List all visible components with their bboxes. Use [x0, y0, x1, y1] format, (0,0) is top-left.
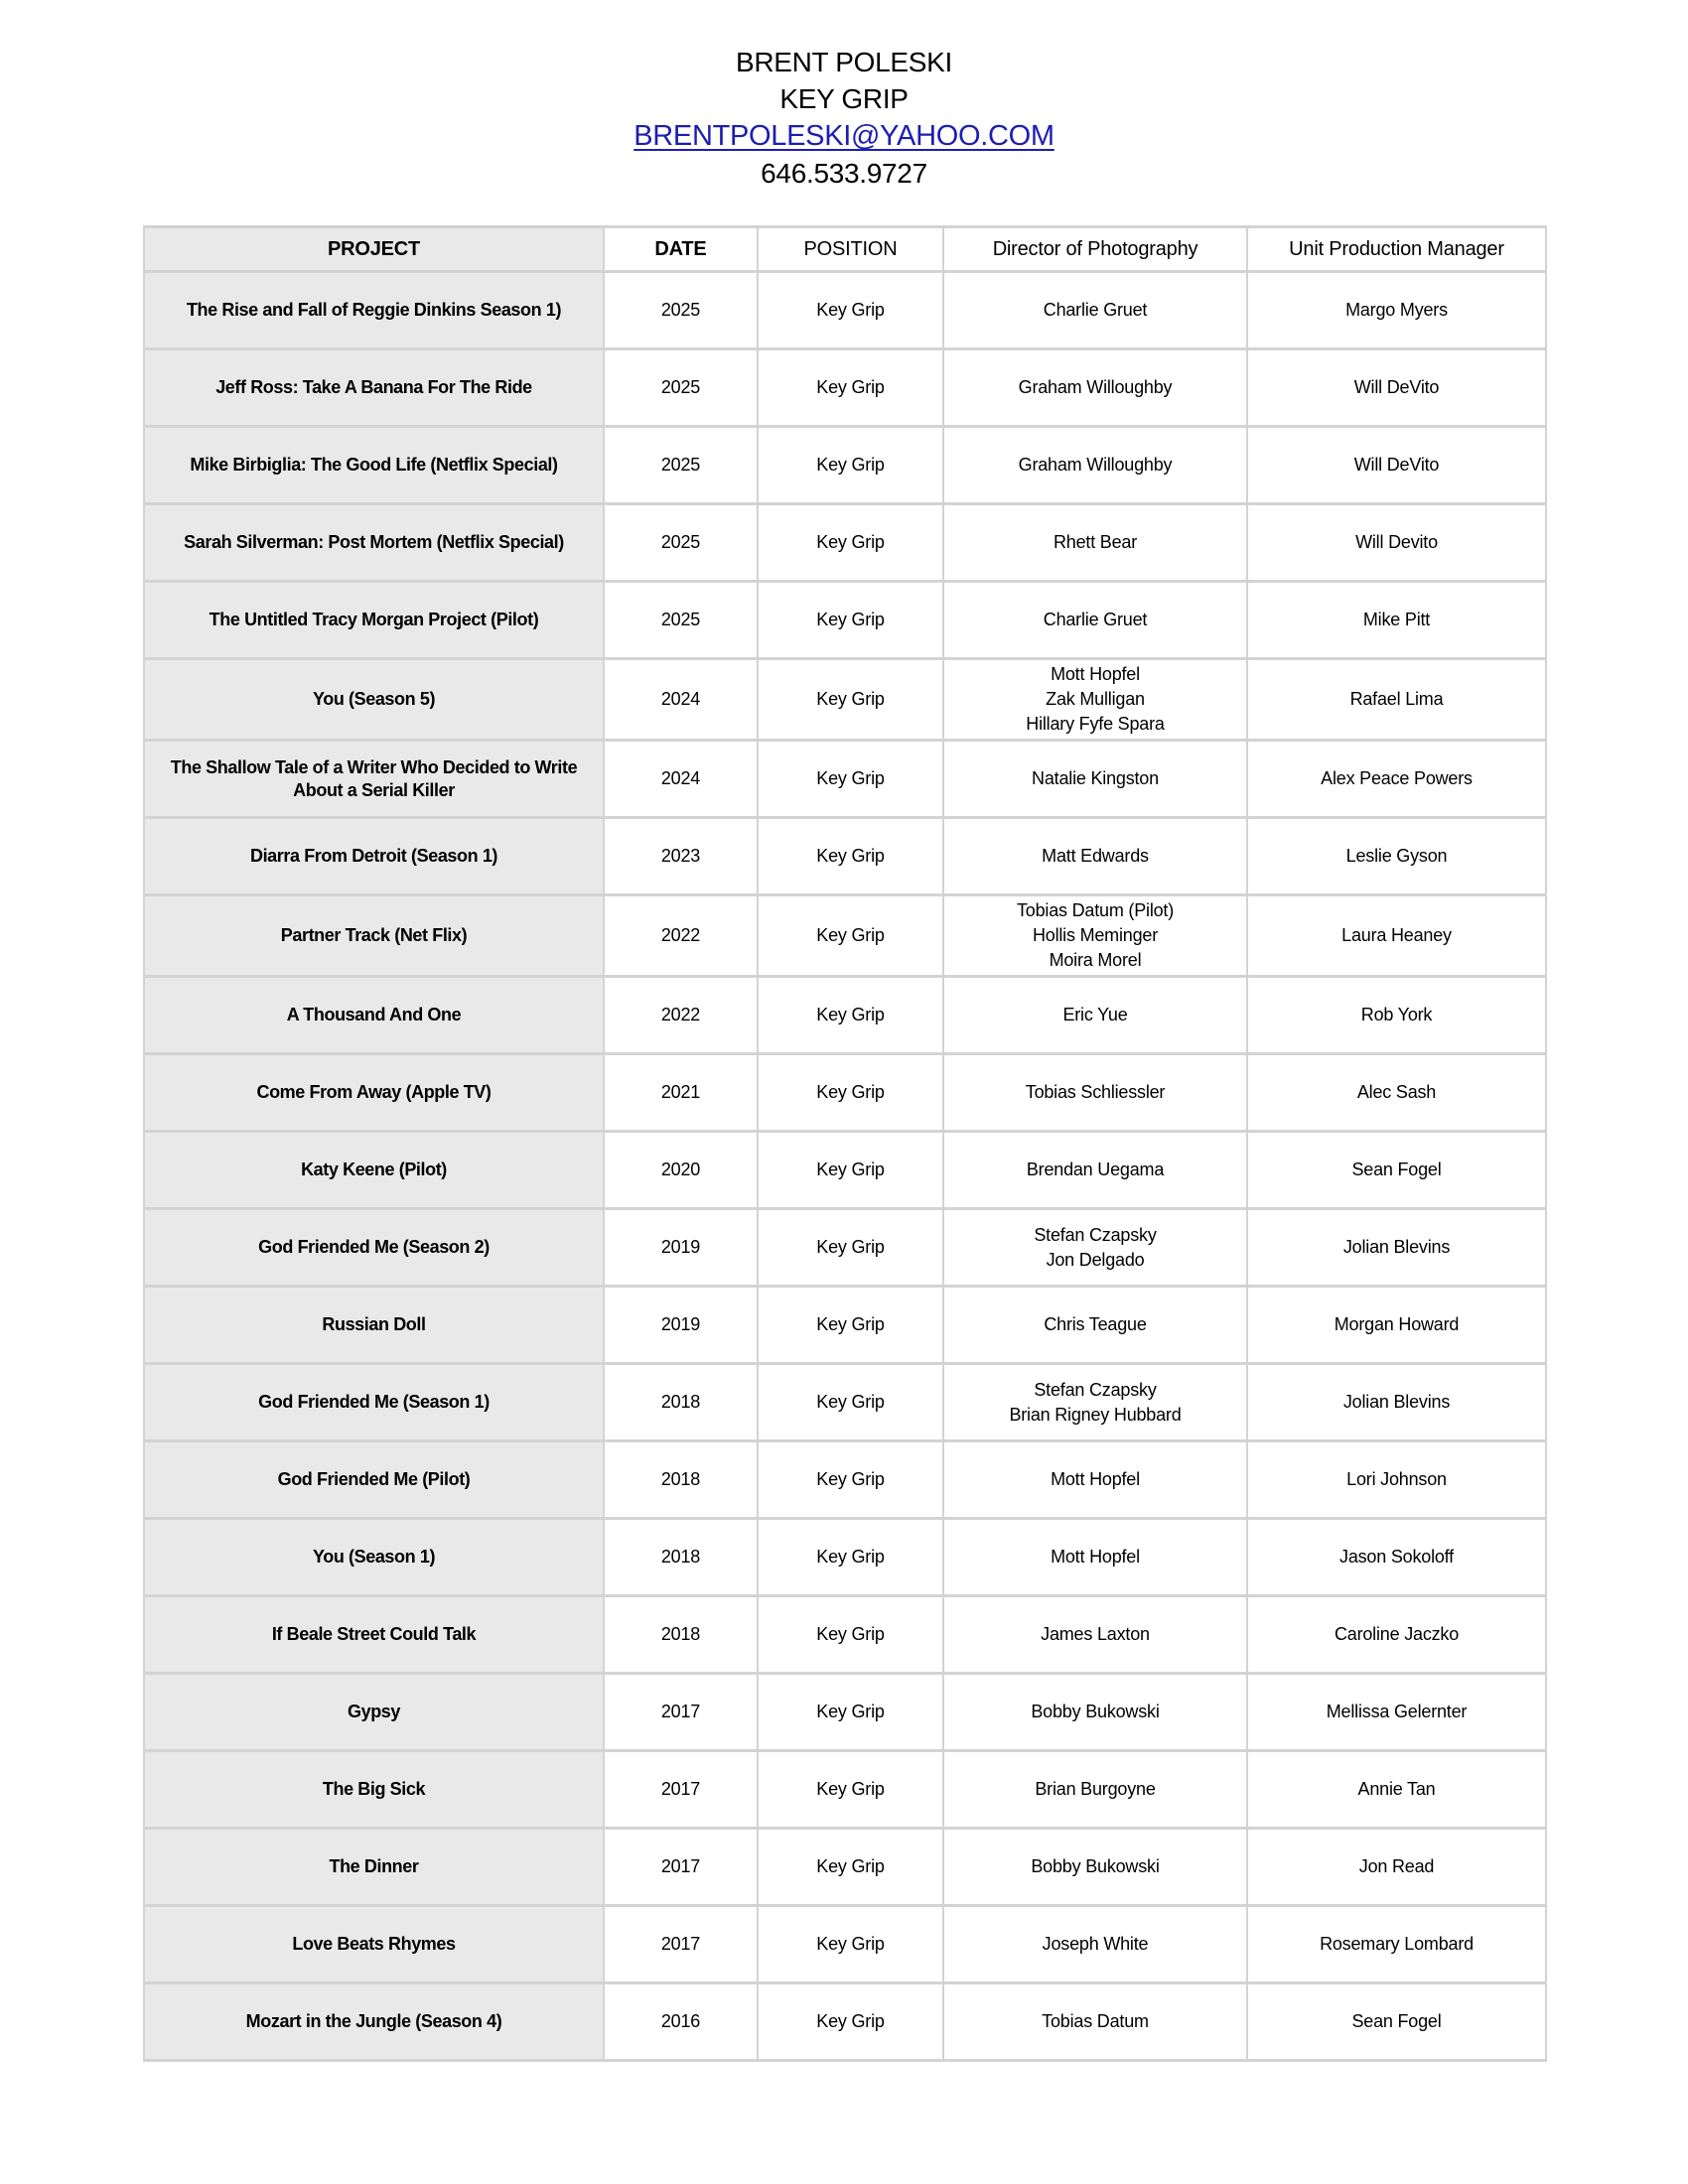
- position-cell: Key Grip: [758, 1287, 943, 1364]
- date-cell: 2019: [604, 1287, 758, 1364]
- date-cell: 2025: [604, 504, 758, 582]
- position-cell: Key Grip: [758, 1674, 943, 1751]
- date-cell: 2024: [604, 741, 758, 818]
- project-cell: A Thousand And One: [144, 977, 604, 1054]
- dop-cell: Charlie Gruet: [943, 272, 1247, 349]
- dop-cell: Tobias Datum (Pilot) Hollis Meminger Moira Morel: [943, 895, 1247, 977]
- project-cell: Jeff Ross: Take A Banana For The Ride: [144, 349, 604, 427]
- upm-cell: Sean Fogel: [1247, 1132, 1546, 1209]
- date-cell: 2016: [604, 1983, 758, 2061]
- table-row: [144, 1132, 1546, 1209]
- project-cell: The Untitled Tracy Morgan Project (Pilot): [144, 582, 604, 659]
- person-title: KEY GRIP: [779, 83, 909, 114]
- date-cell: 2017: [604, 1751, 758, 1829]
- dop-cell: Rhett Bear: [943, 504, 1247, 582]
- table-row: [144, 1674, 1546, 1751]
- table-row: [144, 659, 1546, 741]
- project-cell: God Friended Me (Pilot): [144, 1441, 604, 1519]
- project-cell: Love Beats Rhymes: [144, 1906, 604, 1983]
- upm-cell: Jon Read: [1247, 1829, 1546, 1906]
- table-row: [144, 741, 1546, 818]
- position-cell: Key Grip: [758, 818, 943, 895]
- table-row: [144, 504, 1546, 582]
- table-row: [144, 895, 1546, 977]
- upm-cell: Lori Johnson: [1247, 1441, 1546, 1519]
- upm-cell: Alec Sash: [1247, 1054, 1546, 1132]
- project-cell: God Friended Me (Season 2): [144, 1209, 604, 1287]
- date-cell: 2018: [604, 1364, 758, 1441]
- date-cell: 2021: [604, 1054, 758, 1132]
- date-cell: 2025: [604, 427, 758, 504]
- position-cell: Key Grip: [758, 582, 943, 659]
- table-row: [144, 1287, 1546, 1364]
- upm-cell: Annie Tan: [1247, 1751, 1546, 1829]
- person-name: BRENT POLESKI: [735, 47, 953, 77]
- project-cell: Diarra From Detroit (Season 1): [144, 818, 604, 895]
- position-cell: Key Grip: [758, 504, 943, 582]
- column-header-date: DATE: [604, 227, 758, 272]
- contact-header: [0, 0, 1688, 192]
- dop-cell: Graham Willoughby: [943, 349, 1247, 427]
- position-cell: Key Grip: [758, 1054, 943, 1132]
- table-row: [144, 1596, 1546, 1674]
- date-cell: 2017: [604, 1829, 758, 1906]
- email-line: [0, 117, 1688, 155]
- dop-cell: James Laxton: [943, 1596, 1247, 1674]
- position-cell: Key Grip: [758, 349, 943, 427]
- date-cell: 2022: [604, 895, 758, 977]
- position-cell: Key Grip: [758, 1983, 943, 2061]
- dop-cell: Chris Teague: [943, 1287, 1247, 1364]
- upm-cell: Mellissa Gelernter: [1247, 1674, 1546, 1751]
- header-row: [144, 227, 1546, 272]
- column-header-director-of-photography: Director of Photography: [943, 227, 1247, 272]
- project-cell: God Friended Me (Season 1): [144, 1364, 604, 1441]
- upm-cell: Caroline Jaczko: [1247, 1596, 1546, 1674]
- position-cell: Key Grip: [758, 1519, 943, 1596]
- project-cell: The Shallow Tale of a Writer Who Decided to Write About a Serial Killer: [144, 741, 604, 818]
- project-cell: You (Season 5): [144, 659, 604, 741]
- dop-cell: Joseph White: [943, 1906, 1247, 1983]
- dop-cell: Brian Burgoyne: [943, 1751, 1247, 1829]
- upm-cell: Jolian Blevins: [1247, 1364, 1546, 1441]
- position-cell: Key Grip: [758, 1441, 943, 1519]
- dop-cell: Matt Edwards: [943, 818, 1247, 895]
- column-header-project: PROJECT: [144, 227, 604, 272]
- dop-cell: Graham Willoughby: [943, 427, 1247, 504]
- date-cell: 2025: [604, 272, 758, 349]
- date-cell: 2017: [604, 1674, 758, 1751]
- credits-table: [143, 225, 1547, 2062]
- upm-cell: Will DeVito: [1247, 349, 1546, 427]
- credits-table-header: [144, 227, 1546, 272]
- upm-cell: Rosemary Lombard: [1247, 1906, 1546, 1983]
- date-cell: 2019: [604, 1209, 758, 1287]
- date-cell: 2024: [604, 659, 758, 741]
- dop-cell: Bobby Bukowski: [943, 1674, 1247, 1751]
- dop-cell: Mott Hopfel Zak Mulligan Hillary Fyfe Spara: [943, 659, 1247, 741]
- upm-cell: Rafael Lima: [1247, 659, 1546, 741]
- upm-cell: Margo Myers: [1247, 272, 1546, 349]
- position-cell: Key Grip: [758, 895, 943, 977]
- position-cell: Key Grip: [758, 1829, 943, 1906]
- position-cell: Key Grip: [758, 659, 943, 741]
- date-cell: 2020: [604, 1132, 758, 1209]
- date-cell: 2018: [604, 1441, 758, 1519]
- dop-cell: Eric Yue: [943, 977, 1247, 1054]
- project-cell: The Rise and Fall of Reggie Dinkins Season 1): [144, 272, 604, 349]
- table-row: [144, 1364, 1546, 1441]
- table-row: [144, 349, 1546, 427]
- position-cell: Key Grip: [758, 427, 943, 504]
- table-row: [144, 1441, 1546, 1519]
- upm-cell: Jolian Blevins: [1247, 1209, 1546, 1287]
- table-row: [144, 1829, 1546, 1906]
- dop-cell: Brendan Uegama: [943, 1132, 1247, 1209]
- upm-cell: Rob York: [1247, 977, 1546, 1054]
- position-cell: Key Grip: [758, 741, 943, 818]
- dop-cell: Stefan Czapsky Brian Rigney Hubbard: [943, 1364, 1247, 1441]
- position-cell: Key Grip: [758, 272, 943, 349]
- date-cell: 2022: [604, 977, 758, 1054]
- position-cell: Key Grip: [758, 977, 943, 1054]
- email-link[interactable]: BRENTPOLESKI@YAHOO.COM: [633, 120, 1055, 152]
- position-cell: Key Grip: [758, 1209, 943, 1287]
- table-row: [144, 1209, 1546, 1287]
- upm-cell: Jason Sokoloff: [1247, 1519, 1546, 1596]
- column-header-unit-production-manager: Unit Production Manager: [1247, 227, 1546, 272]
- project-cell: Come From Away (Apple TV): [144, 1054, 604, 1132]
- project-cell: You (Season 1): [144, 1519, 604, 1596]
- phone-number: 646.533.9727: [761, 158, 927, 189]
- table-row: [144, 977, 1546, 1054]
- date-cell: 2025: [604, 349, 758, 427]
- table-row: [144, 427, 1546, 504]
- position-cell: Key Grip: [758, 1132, 943, 1209]
- project-cell: Gypsy: [144, 1674, 604, 1751]
- project-cell: Mike Birbiglia: The Good Life (Netflix Special): [144, 427, 604, 504]
- dop-cell: Natalie Kingston: [943, 741, 1247, 818]
- project-cell: Katy Keene (Pilot): [144, 1132, 604, 1209]
- project-cell: The Big Sick: [144, 1751, 604, 1829]
- project-cell: If Beale Street Could Talk: [144, 1596, 604, 1674]
- table-row: [144, 582, 1546, 659]
- dop-cell: Mott Hopfel: [943, 1441, 1247, 1519]
- table-row: [144, 272, 1546, 349]
- dop-cell: Bobby Bukowski: [943, 1829, 1247, 1906]
- dop-cell: Mott Hopfel: [943, 1519, 1247, 1596]
- upm-cell: Sean Fogel: [1247, 1983, 1546, 2061]
- column-header-position: POSITION: [758, 227, 943, 272]
- upm-cell: Laura Heaney: [1247, 895, 1546, 977]
- upm-cell: Will Devito: [1247, 504, 1546, 582]
- credits-table-body: [144, 272, 1546, 2061]
- table-row: [144, 1519, 1546, 1596]
- upm-cell: Will DeVito: [1247, 427, 1546, 504]
- date-cell: 2017: [604, 1906, 758, 1983]
- position-cell: Key Grip: [758, 1906, 943, 1983]
- table-row: [144, 1983, 1546, 2061]
- position-cell: Key Grip: [758, 1596, 943, 1674]
- upm-cell: Morgan Howard: [1247, 1287, 1546, 1364]
- position-cell: Key Grip: [758, 1751, 943, 1829]
- date-cell: 2018: [604, 1596, 758, 1674]
- upm-cell: Mike Pitt: [1247, 582, 1546, 659]
- table-row: [144, 1751, 1546, 1829]
- project-cell: Sarah Silverman: Post Mortem (Netflix Special): [144, 504, 604, 582]
- upm-cell: Leslie Gyson: [1247, 818, 1546, 895]
- project-cell: The Dinner: [144, 1829, 604, 1906]
- project-cell: Russian Doll: [144, 1287, 604, 1364]
- date-cell: 2025: [604, 582, 758, 659]
- project-cell: Mozart in the Jungle (Season 4): [144, 1983, 604, 2061]
- table-row: [144, 1906, 1546, 1983]
- table-row: [144, 1054, 1546, 1132]
- dop-cell: Tobias Datum: [943, 1983, 1247, 2061]
- table-row: [144, 818, 1546, 895]
- dop-cell: Tobias Schliessler: [943, 1054, 1247, 1132]
- position-cell: Key Grip: [758, 1364, 943, 1441]
- dop-cell: Stefan Czapsky Jon Delgado: [943, 1209, 1247, 1287]
- date-cell: 2023: [604, 818, 758, 895]
- dop-cell: Charlie Gruet: [943, 582, 1247, 659]
- upm-cell: Alex Peace Powers: [1247, 741, 1546, 818]
- date-cell: 2018: [604, 1519, 758, 1596]
- project-cell: Partner Track (Net Flix): [144, 895, 604, 977]
